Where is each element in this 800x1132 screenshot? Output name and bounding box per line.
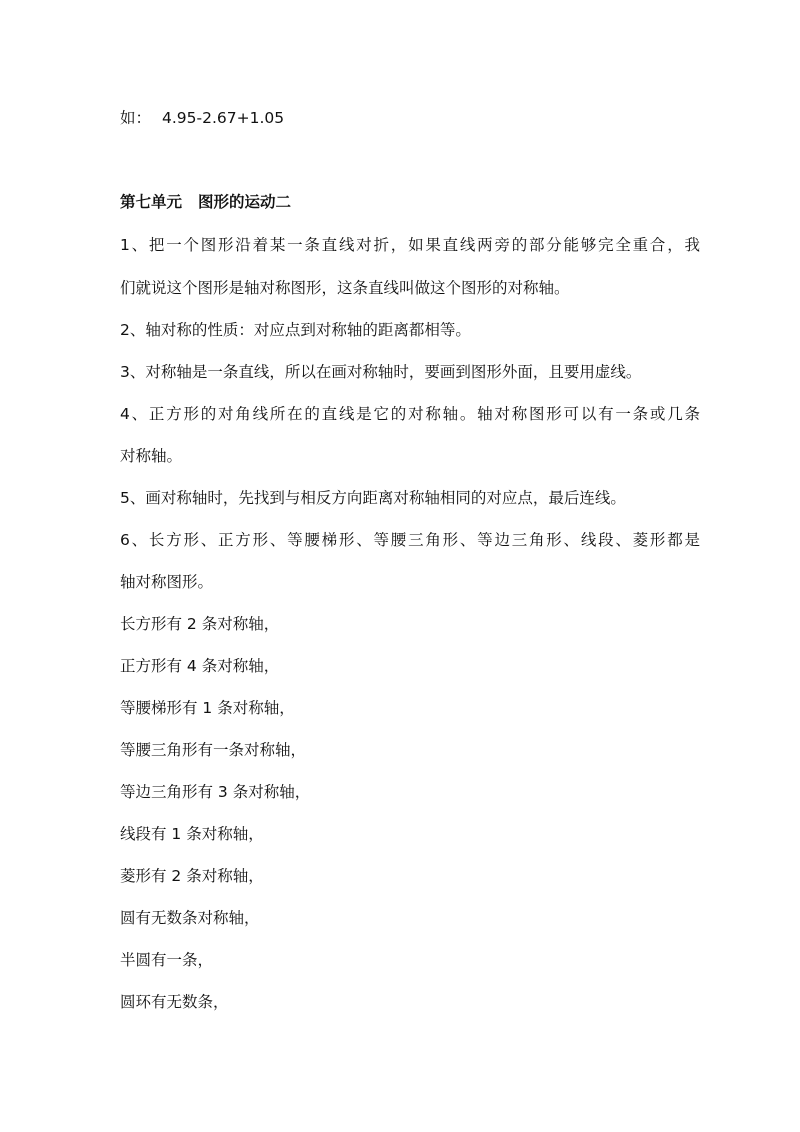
point-4-line-1: 4、正方形的对角线所在的直线是它的对称轴。轴对称图形可以有一条或几条 bbox=[120, 405, 700, 423]
point-2: 2、轴对称的性质：对应点到对称轴的距离都相等。 bbox=[120, 321, 471, 339]
section-title: 图形的运动二 bbox=[198, 193, 292, 211]
example-label: 如： bbox=[120, 109, 152, 127]
point-6-line-1: 6、长方形、正方形、等腰梯形、等腰三角形、等边三角形、线段、菱形都是 bbox=[120, 531, 700, 549]
axis-count-rectangle: 长方形有 2 条对称轴， bbox=[120, 615, 280, 633]
point-1-line-2: 们就说这个图形是轴对称图形，这条直线叫做这个图形的对称轴。 bbox=[120, 279, 570, 297]
axis-count-isosceles-triangle: 等腰三角形有一条对称轴， bbox=[120, 741, 307, 759]
example-line bbox=[120, 107, 700, 129]
axis-count-rhombus: 菱形有 2 条对称轴， bbox=[120, 867, 264, 885]
axis-count-square: 正方形有 4 条对称轴， bbox=[120, 657, 280, 675]
axis-count-isosceles-trapezoid: 等腰梯形有 1 条对称轴， bbox=[120, 699, 295, 717]
point-3: 3、对称轴是一条直线，所以在画对称轴时，要画到图形外面，且要用虚线。 bbox=[120, 363, 642, 381]
axis-count-semicircle: 半圆有一条， bbox=[120, 951, 214, 969]
section-heading bbox=[120, 191, 700, 213]
example-expression: 4.95-2.67+1.05 bbox=[162, 109, 285, 127]
axis-count-equilateral-triangle: 等边三角形有 3 条对称轴， bbox=[120, 783, 311, 801]
point-1-line-1: 1、把一个图形沿着某一条直线对折，如果直线两旁的部分能够完全重合，我 bbox=[120, 236, 700, 254]
point-5: 5、画对称轴时，先找到与相反方向距离对称轴相同的对应点，最后连线。 bbox=[120, 489, 626, 507]
axis-count-line-segment: 线段有 1 条对称轴， bbox=[120, 825, 264, 843]
point-4-line-2: 对称轴。 bbox=[120, 447, 183, 465]
axis-count-ring: 圆环有无数条， bbox=[120, 993, 229, 1011]
point-6-line-2: 轴对称图形。 bbox=[120, 573, 214, 591]
axis-count-circle: 圆有无数条对称轴， bbox=[120, 909, 260, 927]
unit-label: 第七单元 bbox=[120, 193, 183, 211]
